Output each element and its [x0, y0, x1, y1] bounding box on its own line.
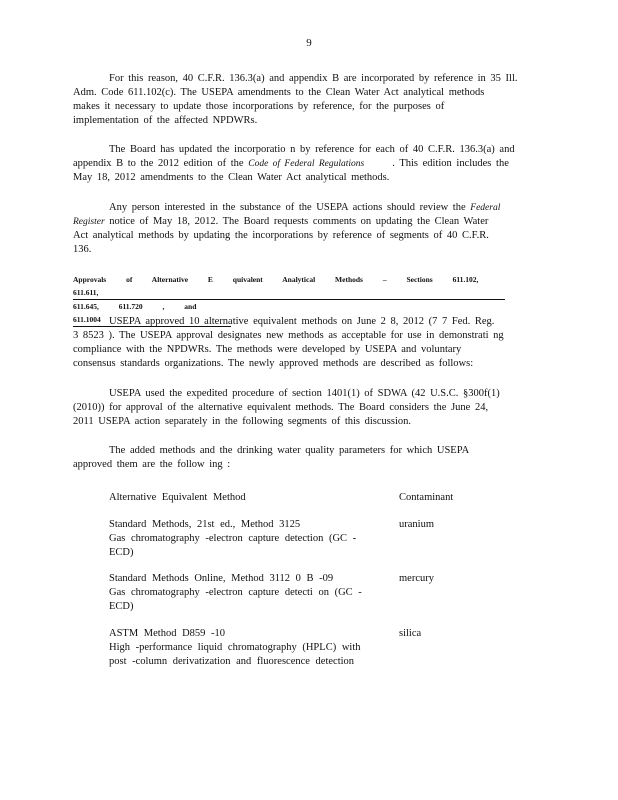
paragraph-line: makes it necessary to update those incorporations by reference, for the purposes of: [73, 101, 445, 112]
section-heading-line: 611.645, 611.720 , and 611.1004: [73, 300, 231, 327]
paragraph-line: Adm. Code 611.102(c). The USEPA amendments to the Clean Water Act analytical methods: [73, 87, 485, 98]
paragraph-line: consensus standards organizations. The newly approved methods are described as follows:: [73, 358, 474, 369]
paragraph-line: For this reason, 40 C.F.R. 136.3(a) and appendix B are incorporated by reference in 35 Ill.: [109, 73, 518, 84]
contaminant-cell: uranium: [399, 519, 434, 530]
paragraph-line: 3 8523 ). The USEPA approval designates new methods as acceptable for use in demonstrati ng: [73, 330, 504, 341]
text-run: . This edition includes the: [392, 158, 509, 169]
paragraph-line: USEPA used the expedited procedure of section 1401(1) of SDWA (42 U.S.C. §300f(1): [109, 388, 500, 399]
paragraph-line: compliance with the NPDWRs. The methods were developed by USEPA and voluntary: [73, 344, 462, 355]
paragraph-public-comment: [73, 201, 535, 257]
paragraph-line: implementation of the affected NPDWRs.: [73, 115, 258, 126]
italic-citation: Code of Federal Regulations: [248, 159, 365, 169]
page-number: 9: [306, 37, 312, 49]
paragraph-line: approved them are the follow ing :: [73, 459, 231, 470]
paragraph-line: The added methods and the drinking water quality parameters for which USEPA: [109, 445, 470, 456]
paragraph-incorporation-reason: [73, 72, 535, 128]
method-line: ECD): [109, 547, 134, 558]
text-run: appendix B to the 2012 edition of the: [73, 158, 249, 169]
paragraph-line: [73, 157, 535, 171]
paragraph-line: (2010)) for approval of the alternative equivalent methods. The Board considers the June 24,: [73, 402, 489, 413]
paragraph-line: May 18, 2012 amendments to the Clean Water Act analytical methods.: [73, 172, 390, 183]
text-run: notice of May 18, 2012. The Board requests comments on updating the Clean Water: [104, 216, 489, 227]
column-header-method: Alternative Equivalent Method: [109, 492, 246, 503]
paragraph-line: Act analytical methods by updating the incorporations by reference of segments of 40 C.F.R.: [73, 230, 489, 241]
paragraph-line: [73, 201, 535, 215]
paragraph-line: 136.: [73, 244, 92, 255]
method-line: ASTM Method D859 -10: [109, 628, 226, 639]
method-cell: [109, 572, 374, 614]
method-line: Standard Methods Online, Method 3112 0 B -09: [109, 573, 334, 584]
method-line: Gas chromatography -electron capture detecti on (GC -: [109, 587, 362, 598]
paragraph-line: [73, 215, 535, 229]
paragraph-line: 2011 USEPA action separately in the following segments of this discussion.: [73, 416, 411, 427]
method-line: Gas chromatography -electron capture detection (GC -: [109, 533, 357, 544]
paragraph-added-methods: [73, 444, 535, 472]
paragraph-line: The Board has updated the incorporatio n by reference for each of 40 C.F.R. 136.3(a) and: [109, 144, 515, 155]
paragraph-usepa-approved: [73, 315, 535, 371]
section-heading-line: Approvals of Alternative E quivalent Analytical Methods – Sections 611.102, 611.611,: [73, 273, 505, 300]
paragraph-board-updated: [73, 143, 535, 185]
paragraph-line: USEPA approved 10 alternative equivalent methods on June 2 8, 2012 (7 7 Fed. Reg.: [109, 316, 495, 327]
method-line: Standard Methods, 21st ed., Method 3125: [109, 519, 301, 530]
method-cell: [109, 627, 374, 669]
method-line: post -column derivatization and fluorescence detection: [109, 656, 355, 667]
method-cell: [109, 518, 374, 560]
text-run: Any person interested in the substance of the USEPA actions should review the: [109, 202, 471, 213]
paragraph-expedited-procedure: [73, 387, 535, 429]
italic-citation: Federal: [470, 203, 501, 213]
contaminant-cell: silica: [399, 628, 422, 639]
column-header-contaminant: Contaminant: [399, 492, 454, 503]
method-line: ECD): [109, 601, 134, 612]
italic-citation: Register: [73, 217, 105, 227]
contaminant-cell: mercury: [399, 573, 434, 584]
method-line: High -performance liquid chromatography (HPLC) with: [109, 642, 361, 653]
